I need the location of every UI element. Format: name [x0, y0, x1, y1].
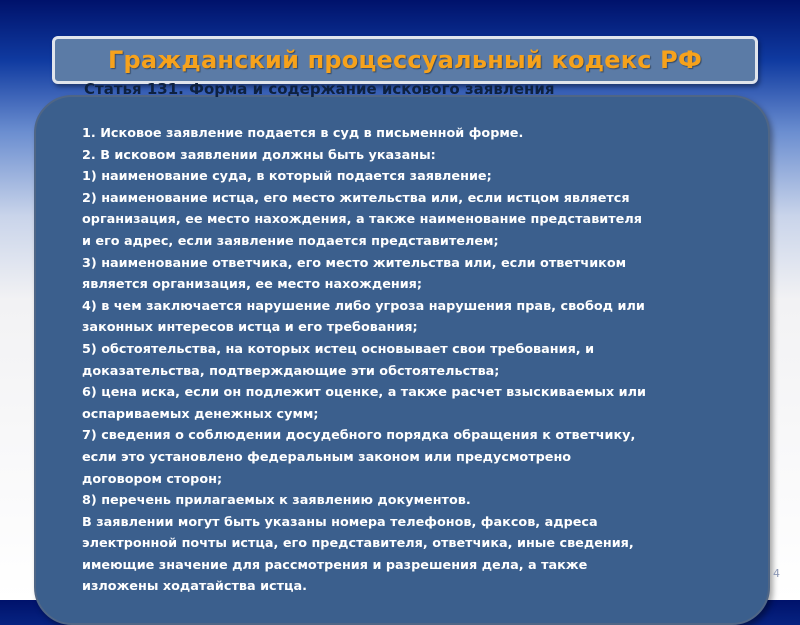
- text-line: и его адрес, если заявление подается представителем;: [82, 233, 499, 249]
- text-line: является организация, ее место нахождения;: [82, 277, 423, 293]
- article-heading: Статья 131. Форма и содержание искового заявления: [84, 80, 555, 98]
- text-line: оспариваемых денежных сумм;: [82, 406, 319, 422]
- text-line: законных интересов истца и его требования;: [82, 320, 418, 336]
- text-line: организация, ее место нахождения, а также наименование представителя: [82, 212, 642, 228]
- slide-title-box: [52, 36, 758, 84]
- text-line: 8) перечень прилагаемых к заявлению документов.: [82, 493, 471, 509]
- article-text: [82, 123, 742, 598]
- text-line: 3) наименование ответчика, его место жительства или, если ответчиком: [82, 255, 627, 271]
- text-line: 1. Исковое заявление подается в суд в письменной форме.: [82, 126, 524, 141]
- text-line: В заявлении могут быть указаны номера телефонов, факсов, адреса: [82, 514, 598, 530]
- text-line: 6) цена иска, если он подлежит оценке, а также расчет взыскиваемых или: [82, 385, 646, 401]
- text-line: 7) сведения о соблюдении досудебного порядка обращения к ответчику,: [82, 428, 636, 444]
- text-line: 4) в чем заключается нарушение либо угроза нарушения прав, свобод или: [82, 298, 645, 314]
- text-line: имеющие значение для рассмотрения и разрешения дела, а также: [82, 557, 588, 573]
- text-line: электронной почты истца, его представителя, ответчика, иные сведения,: [82, 536, 634, 552]
- text-line: 1) наименование суда, в который подается заявление;: [82, 169, 492, 185]
- page-number: 4: [773, 567, 780, 580]
- text-line: 2. В исковом заявлении должны быть указаны:: [82, 147, 436, 163]
- text-line: 5) обстоятельства, на которых истец основывает свои требования, и: [82, 341, 595, 357]
- slide-title: Гражданский процессуальный кодекс РФ: [108, 46, 702, 74]
- text-line: 2) наименование истца, его место жительства или, если истцом является: [82, 190, 630, 206]
- text-line: доказательства, подтверждающие эти обстоятельства;: [82, 363, 500, 379]
- text-line: изложены ходатайства истца.: [82, 579, 308, 595]
- text-line: если это установлено федеральным законом или предусмотрено: [82, 449, 572, 465]
- text-line: договором сторон;: [82, 471, 223, 487]
